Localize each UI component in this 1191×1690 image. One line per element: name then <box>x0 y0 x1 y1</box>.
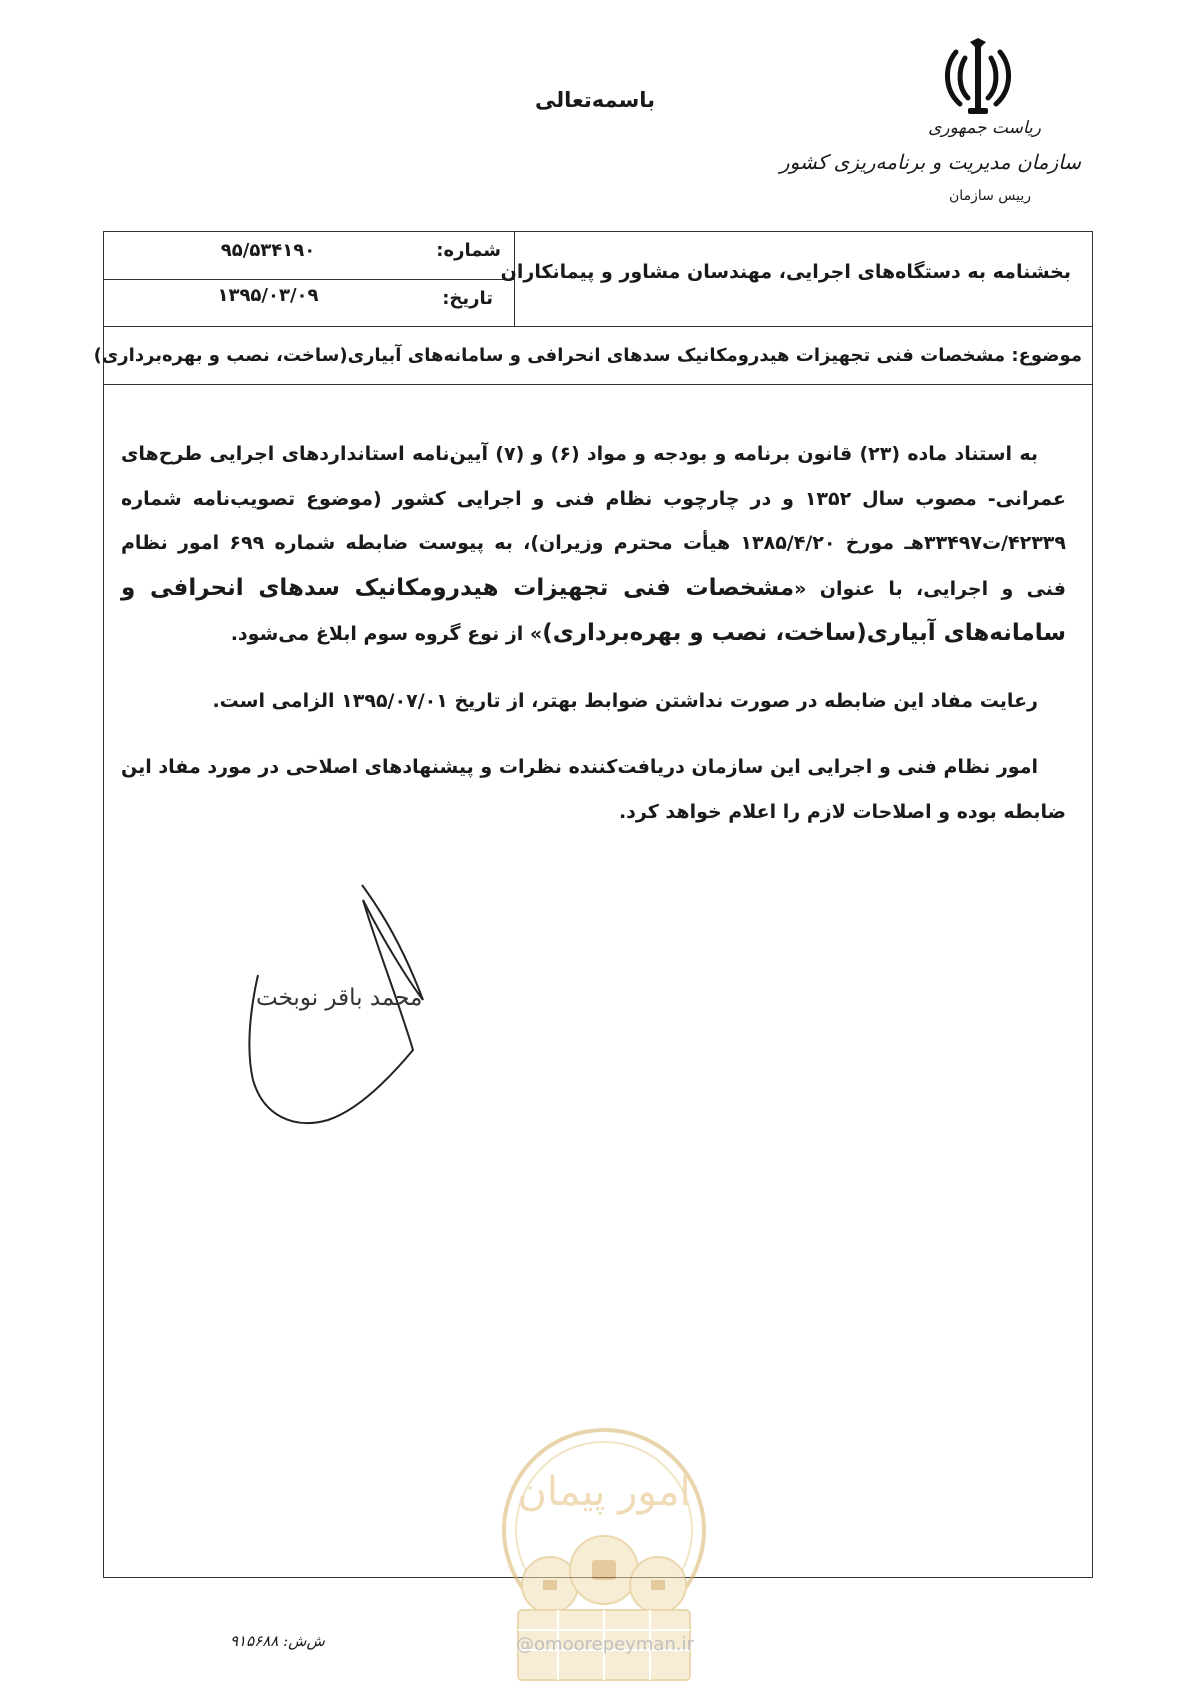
watermark-url: @omoorepeyman.ir <box>516 1634 694 1655</box>
org-line-organization: سازمان مدیریت و برنامه‌ریزی کشور <box>779 150 1081 174</box>
subject-divider <box>103 384 1093 385</box>
serial-number: ش‌ش: ۹۱۵۶۸۸ <box>230 1632 325 1650</box>
body-text <box>121 432 1066 834</box>
number-label: شماره: <box>436 240 501 261</box>
number-value: ۹۵/۵۳۴۱۹۰ <box>220 240 316 261</box>
meta-divider-horizontal <box>103 279 514 280</box>
paragraph-1-text-b: » از نوع گروه سوم ابلاغ می‌شود. <box>230 623 543 645</box>
paragraph-1 <box>121 432 1066 657</box>
recipients: بخشنامه به دستگاه‌های اجرایی، مهندسان مشاور و پیمانکاران <box>500 261 1071 283</box>
paragraph-3: امور نظام فنی و اجرایی این سازمان دریافت‌کننده نظرات و پیشنهادهای اصلاحی در مورد مفاد این ضابطه بوده و اصلاحات لازم را اعلام خواهد کرد. <box>121 756 1066 823</box>
iran-emblem-icon <box>940 38 1016 120</box>
bismillah-heading: باسمه‌تعالی <box>535 88 655 112</box>
paragraph-1-title: مشخصات فنی تجهیزات هیدرومکانیک سدهای انحرافی و سامانه‌های آبیاری(ساخت، نصب و بهره‌برداری) <box>121 574 1066 646</box>
signature-name: محمد باقر نوبخت <box>256 985 423 1011</box>
watermark-seal-text: امور پیمان <box>517 1469 691 1515</box>
subject-line: موضوع: مشخصات فنی تجهیزات هیدرومکانیک سدهای انحرافی و سامانه‌های آبیاری(ساخت، نصب و بهره‌برداری) <box>93 345 1082 366</box>
date-value: ۱۳۹۵/۰۳/۰۹ <box>217 285 319 306</box>
paragraph-1-text-a: به استناد ماده (۲۳) قانون برنامه و بودجه و مواد (۶) و (۷) آیین‌نامه استانداردهای اجرایی طرح‌های عمرانی- مصوب سال ۱۳۵۲ و در چارچوب نظام فنی و اجرایی کشور (موضوع تصویب‌نامه شماره ۴۲۳۳۹/ت۳۳۴۹۷هـ مورخ ۱۳۸۵/۴/۲۰ هیأت محترم وزیران)، به پیوست ضابطه شماره ۶۹۹ امور نظام فنی و اجرایی، با عنوان « <box>121 443 1066 600</box>
org-line-head: رییس سازمان <box>949 188 1031 204</box>
header-divider <box>103 326 1093 327</box>
paragraph-2: رعایت مفاد این ضابطه در صورت نداشتن ضوابط بهتر، از تاریخ ۱۳۹۵/۰۷/۰۱ الزامی است. <box>212 689 1038 712</box>
signature-icon <box>238 880 468 1150</box>
org-line-presidency: ریاست جمهوری <box>928 118 1041 138</box>
date-label: تاریخ: <box>442 288 493 309</box>
